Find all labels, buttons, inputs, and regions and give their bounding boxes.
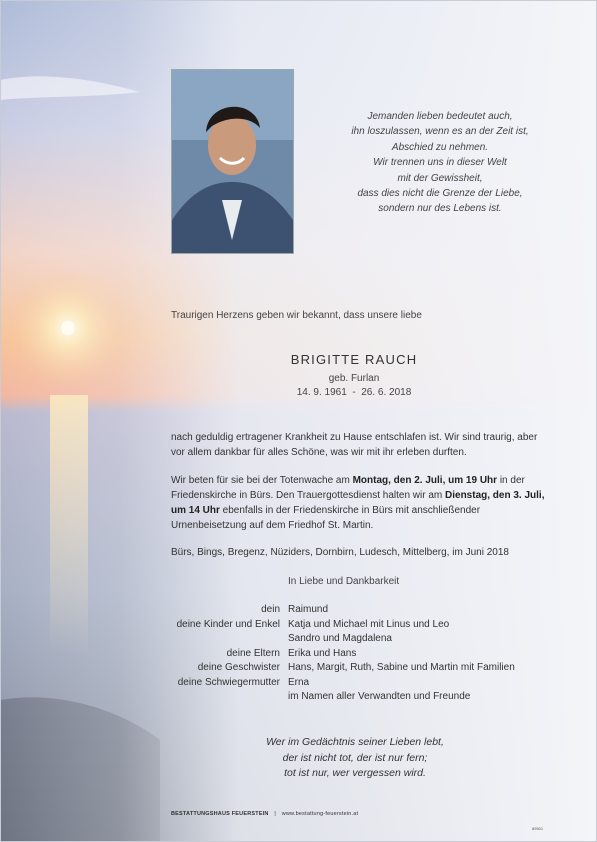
service-text: ebenfalls in der Friedenskirche in Bürs mit anschließender Urnenbeisetzung auf dem Friedhof St. Martin. [171, 505, 481, 531]
poem-line: Wir trennen uns in dieser Welt [373, 157, 507, 169]
life-dates: 14. 9. 1961 - 26. 6. 2018 [296, 387, 412, 398]
deceased-details [240, 372, 468, 400]
poem-line: dass dies nicht die Grenze der Liebe, [357, 188, 523, 200]
family-relation: deine Kinder und Enkel [176, 618, 280, 630]
poem-top [330, 109, 550, 217]
family-row [100, 676, 540, 691]
love-line: In Liebe und Dankbarkeit [288, 576, 400, 587]
announcement-intro: Traurigen Herzens geben wir bekannt, dass unsere liebe [171, 310, 422, 321]
wake-date: Montag, den 2. Juli, um 19 Uhr [352, 475, 498, 486]
family-relation: deine Schwiegermutter [177, 676, 280, 688]
family-relation: deine Eltern [226, 647, 280, 659]
family-relation: dein [261, 604, 280, 615]
poem-line: sondern nur des Lebens ist. [378, 203, 502, 215]
family-list [100, 603, 540, 705]
service-text: in der Friedenskirche in Bürs. Den Trauergottesdienst halten wir am [171, 475, 525, 501]
company-website: www.bestattung-feuerstein.at [281, 811, 359, 817]
family-names: Sandro und Magdalena [288, 633, 392, 644]
service-text: Wir beten für sie bei der Totenwache am [171, 475, 353, 486]
family-names: im Namen aller Verwandten und Freunde [288, 691, 471, 702]
poem-line: Abschied zu nehmen. [391, 141, 489, 153]
service-paragraph [171, 473, 551, 533]
family-names: Katja und Michael mit Linus und Leo [288, 618, 450, 630]
birth-name: geb. Furlan [328, 373, 380, 384]
family-names: Hans, Margit, Ruth, Sabine und Martin mit Familien [288, 662, 515, 673]
print-code: 89501 [532, 826, 544, 831]
family-names: Raimund [288, 604, 329, 615]
poem-line: der ist nicht tot, der ist nur fern; [282, 751, 428, 764]
family-names: Erna [288, 676, 310, 688]
poem-line: tot ist nur, wer vergessen wird. [284, 767, 426, 779]
poem-line: mit der Gewissheit, [397, 172, 483, 184]
family-relation [100, 690, 288, 705]
family-row [100, 661, 540, 676]
deceased-name: BRIGITTE RAUCH [290, 352, 418, 367]
family-relation [100, 632, 288, 647]
funeral-date: Dienstag, den 3. Juli, um 14 Uhr [171, 490, 545, 516]
footer-separator: | [274, 811, 276, 817]
poem-line: Wer im Gedächtnis seiner Lieben lebt, [266, 736, 444, 748]
footer [171, 811, 358, 817]
family-row [100, 618, 540, 633]
family-row [100, 690, 540, 705]
family-relation: deine Geschwister [197, 662, 280, 673]
poem-bottom [220, 735, 490, 782]
passing-paragraph: nach geduldig ertragener Krankheit zu Hause entschlafen ist. Wir sind traurig, aber vor allem dankbar für alles Schöne, was wir mit ihr erleben durften. [171, 432, 538, 458]
portrait-photo [171, 69, 294, 254]
family-row [100, 632, 540, 647]
poem-line: Jemanden lieben bedeutet auch, [367, 111, 513, 122]
family-row [100, 603, 540, 618]
family-row [100, 647, 540, 662]
places-date-line: Bürs, Bings, Bregenz, Nüziders, Dornbirn, Ludesch, Mittelberg, im Juni 2018 [171, 547, 509, 558]
poem-line: ihn loszulassen, wenn es an der Zeit ist, [351, 126, 529, 138]
company-name: BESTATTUNGSHAUS FEUERSTEIN [171, 811, 269, 817]
family-names: Erika und Hans [288, 647, 357, 659]
